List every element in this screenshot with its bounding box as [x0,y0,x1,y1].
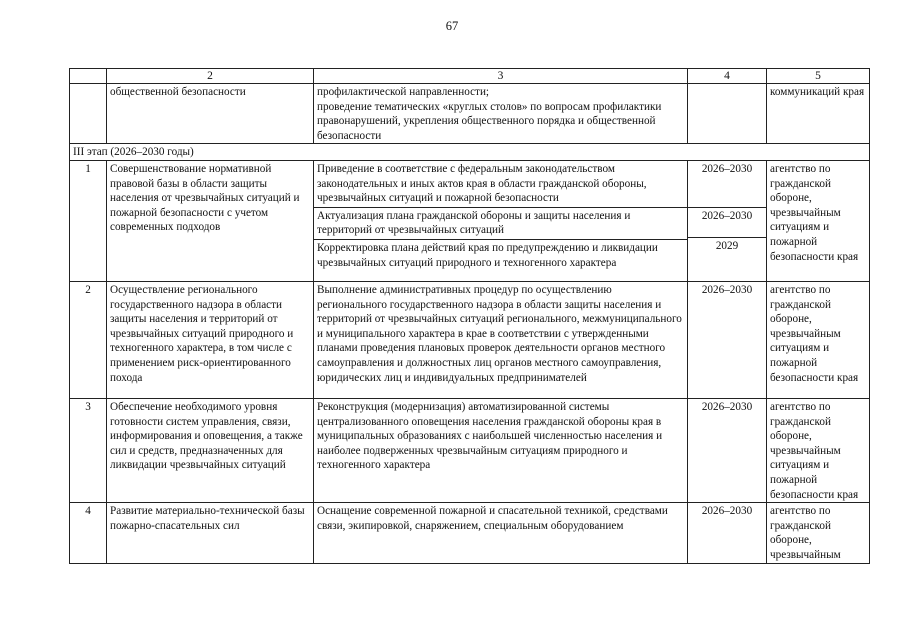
measures-table [69,68,870,564]
measure-item: Реконструкция (модернизация) автоматизированной системы централизованного оповещения населения гражданской обороны края в муниципальных образованиях с наибольшей численностью населения и наиболее подверженных чрезвычайным ситуациям природного и техногенного характера [317,400,663,472]
table-row [70,398,870,502]
row-dates [688,281,767,398]
measure-item: Корректировка плана действий края по предупреждению и ликвидации чрезвычайных ситуаций природного и техногенного характера [314,239,687,270]
row-measures [314,160,688,281]
row-number: 3 [70,398,107,502]
measure-date: 2026–2030 [701,400,753,413]
row-agency: агентство по гражданской обороне, чрезвычайным ситуациям и пожарной безопасности края [767,160,870,281]
row-number: 4 [70,503,107,563]
continuation-row [70,84,870,144]
header-cell-3: 3 [314,69,688,84]
header-cell-5: 5 [767,69,870,84]
row-measures [314,398,688,502]
measure-date: 2026–2030 [701,283,753,296]
row-agency: агентство по гражданской обороне, чрезвычайным ситуациям и пожарной безопасности края [767,281,870,398]
row-task: Обеспечение необходимого уровня готовности систем управления, связи, информирования и оповещения, а также сил и средств, предназначенных для ликвидации чрезвычайных ситуаций [107,398,314,502]
measure-date: 2026–2030 [701,162,753,175]
measure-item: Выполнение административных процедур по осуществлению регионального государственного надзора в области защиты населения и территорий от чрезвычайных ситуаций регионального, межмуниципального и муниципального характера в крае в соответствии с утвержденными планами проведения плановых проверок деятельности органов местного самоуправления и должностных лиц органов местного самоуправления, юридических лиц и индивидуальных предпринимателей [317,283,682,384]
continuation-agency-cell: коммуникаций края [767,84,870,144]
measure-item: Актуализация плана гражданской обороны и защиты населения и территорий от чрезвычайных ситуаций [314,207,687,238]
measure-item: Приведение в соответствие с федеральным законодательством законодательных и иных актов края в области гражданской обороны, чрезвычайных ситуаций и пожарной безопасности [317,162,647,205]
header-row [70,69,870,84]
row-agency: агентство по гражданской обороне, чрезвычайным [767,503,870,563]
row-measures [314,281,688,398]
header-cell-2: 2 [107,69,314,84]
continuation-measures-cell [314,84,688,144]
row-dates [688,160,767,281]
stage-row [70,144,870,161]
row-measures [314,503,688,563]
table-row [70,281,870,398]
continuation-measure-line: профилактической направленности; [317,86,490,98]
page-number: 67 [445,19,459,33]
row-number: 2 [70,281,107,398]
measure-date: 2026–2030 [701,505,753,518]
header-cell-1 [70,69,107,84]
row-number: 1 [70,160,107,281]
row-task: Совершенствование нормативной правовой базы в области защиты населения от чрезвычайных ситуаций и пожарной безопасности с учетом современных подходов [107,160,314,281]
row-dates [688,503,767,563]
header-cell-4: 4 [688,69,767,84]
continuation-date-cell [688,84,767,144]
measure-date: 2029 [688,237,766,254]
row-task: Развитие материально-технической базы пожарно-спасательных сил [107,503,314,563]
table-row [70,503,870,563]
continuation-num-cell [70,84,107,144]
continuation-task-cell: общественной безопасности [107,84,314,144]
measure-item: Оснащение современной пожарной и спасательной техникой, средствами связи, экипировкой, снаряжением, специальным оборудованием [317,505,668,532]
row-task: Осуществление регионального государственного надзора в области защиты населения и территорий от чрезвычайных ситуаций природного и техногенного характера, в том числе с применением риск-ориентированного похода [107,281,314,398]
table-row [70,160,870,281]
measure-date: 2026–2030 [688,207,766,236]
row-dates [688,398,767,502]
row-agency: агентство по гражданской обороне, чрезвычайным ситуациям и пожарной безопасности края [767,398,870,502]
stage-title: III этап (2026–2030 годы) [70,144,870,161]
continuation-measure-line: проведение тематических «круглых столов» по вопросам профилактики правонарушений, укрепления общественного порядка и общественной безопасности [317,100,662,142]
